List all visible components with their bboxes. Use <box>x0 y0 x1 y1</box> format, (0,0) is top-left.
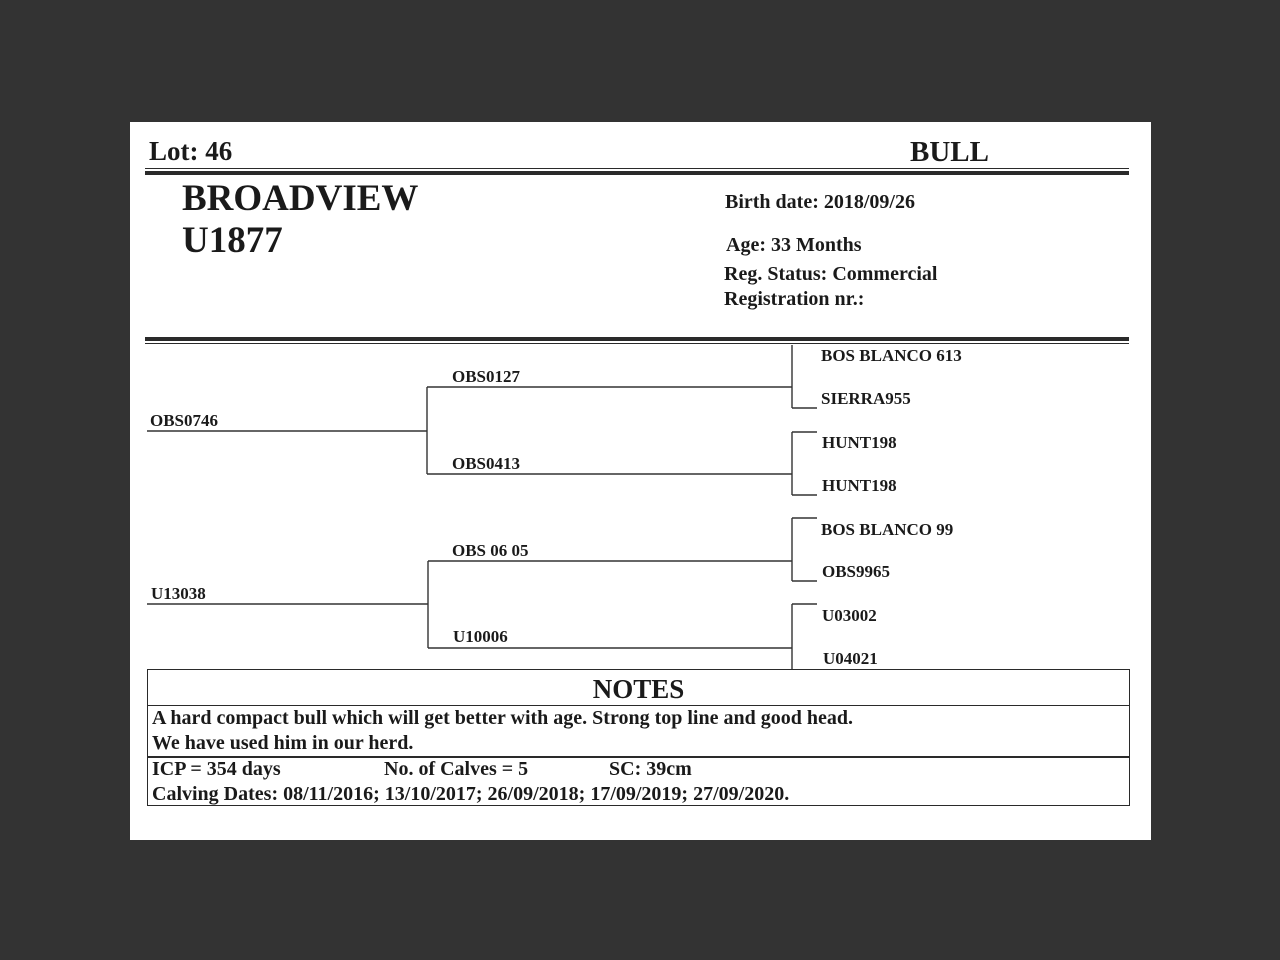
dam-dam: U10006 <box>453 627 508 646</box>
ggp-6: OBS9965 <box>822 562 891 581</box>
animal-id: U1877 <box>182 220 283 261</box>
ggp-5: BOS BLANCO 99 <box>821 520 954 539</box>
ggp-3: HUNT198 <box>822 433 897 452</box>
lot-number: Lot: 46 <box>149 136 233 166</box>
notes-line-1: A hard compact bull which will get better with age. Strong top line and good head. <box>152 707 853 729</box>
calving-dates: Calving Dates: 08/11/2016; 13/10/2017; 26/09/2018; 17/09/2019; 27/09/2020. <box>152 783 790 805</box>
notes-title: NOTES <box>148 670 1129 706</box>
sire: OBS0746 <box>150 411 219 430</box>
number-of-calves: No. of Calves = 5 <box>384 758 529 780</box>
birth-date: Birth date: 2018/09/26 <box>725 191 915 213</box>
reg-status: Reg. Status: Commercial <box>724 263 938 285</box>
animal-name: BROADVIEW <box>182 178 419 219</box>
registration-number: Registration nr.: <box>724 288 865 310</box>
lot-card <box>130 122 1151 840</box>
ggp-4: HUNT198 <box>822 476 897 495</box>
scrotal-circumference: SC: 39cm <box>609 758 692 780</box>
ggp-8: U04021 <box>823 649 878 668</box>
notes-line-2: We have used him in our herd. <box>152 732 414 754</box>
ggp-1: BOS BLANCO 613 <box>821 346 962 365</box>
notes-text <box>152 706 853 756</box>
age: Age: 33 Months <box>726 234 862 256</box>
dam-sire: OBS 06 05 <box>452 541 529 560</box>
dam: U13038 <box>151 584 206 603</box>
notes-box <box>147 669 1130 806</box>
ggp-2: SIERRA955 <box>821 389 911 408</box>
ggp-7: U03002 <box>822 606 877 625</box>
sire-dam: OBS0413 <box>452 454 521 473</box>
animal-sex: BULL <box>910 136 989 168</box>
icp: ICP = 354 days <box>152 758 281 780</box>
sire-sire: OBS0127 <box>452 367 521 386</box>
